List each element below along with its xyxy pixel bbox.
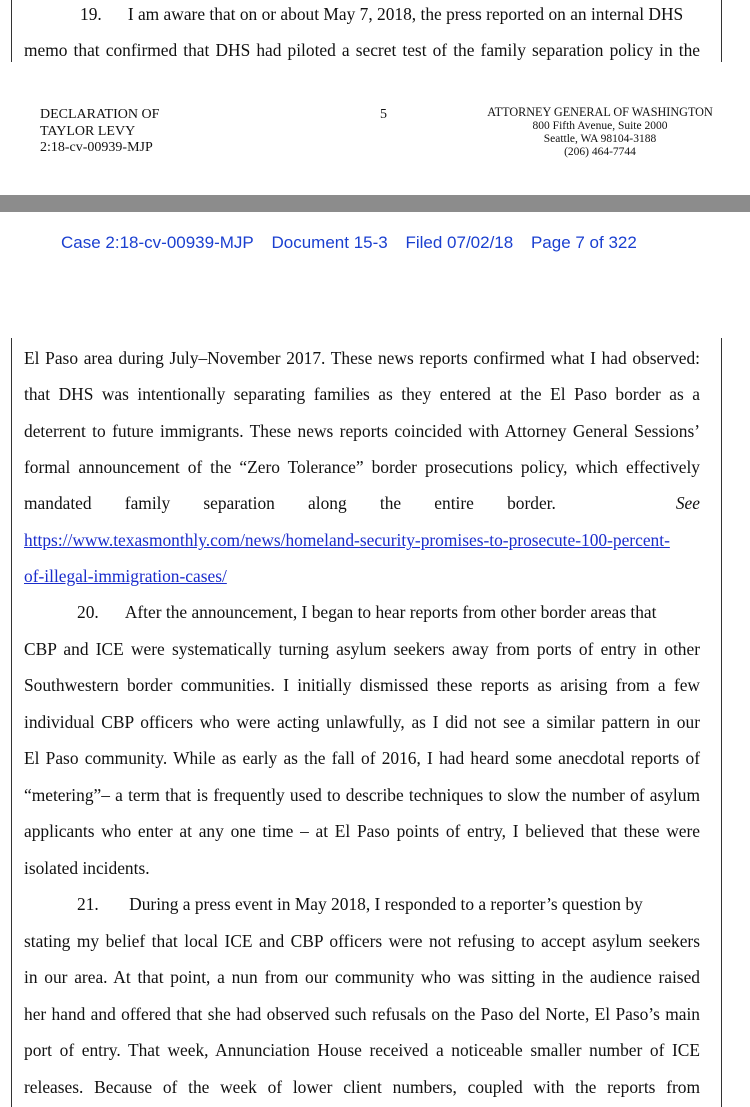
footer-ag-address: 800 Fifth Avenue, Suite 2000	[532, 120, 668, 132]
para-20-line: Southwestern border communities. I initially dismissed these reports as arising from a few	[24, 675, 700, 695]
footer-declaration	[40, 107, 159, 157]
body-line: that DHS was intentionally separating families as they entered at the El Paso border as a	[24, 384, 700, 404]
para-21-line: her hand and offered that she had observed such refusals on the Paso del Norte, El Paso’s main	[24, 1004, 700, 1024]
see-signal: See	[675, 493, 700, 513]
body-line: El Paso area during July–November 2017. These news reports confirmed what I had observed:	[24, 348, 700, 368]
mandated-text: mandated family separation along the entire border.	[24, 493, 556, 513]
left-margin-rule	[11, 338, 12, 1107]
para-21-line: releases. Because of the week of lower client numbers, coupled with the reports from	[24, 1077, 700, 1097]
citation-link[interactable]: https://www.texasmonthly.com/news/homeland-security-promises-to-prosecute-100-percent-	[24, 530, 670, 550]
footer-ag-phone: (206) 464-7744	[564, 146, 636, 158]
footer-ag-city: Seattle, WA 98104-3188	[543, 133, 657, 145]
right-margin-rule	[721, 338, 722, 1107]
stamp-document-number: Document 15-3	[271, 233, 388, 252]
footer-ag-title: ATTORNEY GENERAL OF WASHINGTON	[487, 105, 713, 119]
previous-page-bottom	[0, 0, 750, 195]
para-21-line: 21. During a press event in May 2018, I responded to a reporter’s question by	[77, 894, 643, 914]
para-21-line: in our area. At that point, a nun from our community who was sitting in the audience raised	[24, 967, 700, 987]
para-20-line: CBP and ICE were systematically turning asylum seekers away from ports of entry in other	[24, 639, 700, 659]
para-20-line: individual CBP officers who were acting unlawfully, as I did not see a similar pattern in our	[24, 712, 700, 732]
stamp-case-number: Case 2:18-cv-00939-MJP	[61, 233, 254, 252]
para-20-line: “metering”– a term that is frequently used to describe techniques to slow the number of asylum	[24, 785, 700, 805]
stamp-filed-date: Filed 07/02/18	[405, 233, 514, 252]
footer-left-line: TAYLOR LEVY	[40, 123, 136, 139]
para-21-line: stating my belief that local ICE and CBP officers were not refusing to accept asylum seekers	[24, 931, 700, 951]
body-line-see	[24, 491, 700, 515]
body-line: deterrent to future immigrants. These news reports coincided with Attorney General Sessions’	[24, 421, 700, 441]
footer-left-line: DECLARATION OF	[40, 107, 160, 122]
page-separator	[0, 195, 750, 212]
stamp-page-count: Page 7 of 322	[530, 233, 637, 252]
para-20-line: 20. After the announcement, I began to hear reports from other border areas that	[77, 602, 657, 622]
right-margin-rule	[721, 0, 722, 62]
footer-left-line: 2:18-cv-00939-MJP	[40, 140, 153, 155]
citation-link[interactable]: of-illegal-immigration-cases/	[24, 566, 227, 586]
para-20-line: El Paso community. While as early as the fall of 2016, I had heard some anecdotal reports of	[24, 748, 700, 768]
left-margin-rule	[11, 0, 12, 62]
para-20-line: applicants who enter at any one time – at El Paso points of entry, I believed that these were	[24, 821, 700, 841]
para-19-line-2: memo that confirmed that DHS had piloted a secret test of the family separation policy in the	[24, 40, 700, 60]
para-21-line: port of entry. That week, Annunciation House received a noticeable smaller number of ICE	[24, 1040, 700, 1060]
footer-page-number: 5	[380, 107, 387, 122]
para-20-line: isolated incidents.	[24, 858, 150, 878]
citation-link-line-1	[24, 528, 700, 552]
body-line: formal announcement of the “Zero Tolerance” border prosecutions policy, which effectively	[24, 457, 700, 477]
ecf-header-stamp	[61, 233, 650, 253]
citation-link-line-2	[24, 564, 700, 588]
footer-attorney-general	[480, 106, 720, 159]
para-19-line-1: 19. I am aware that on or about May 7, 2018, the press reported on an internal DHS	[80, 4, 684, 24]
